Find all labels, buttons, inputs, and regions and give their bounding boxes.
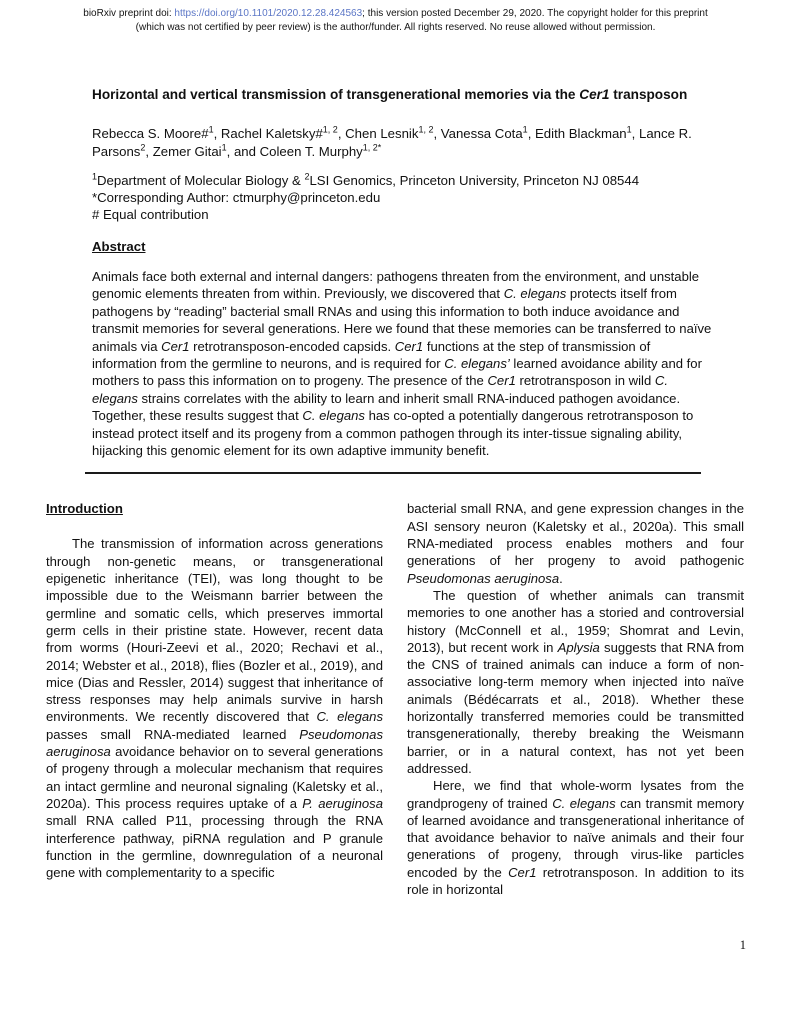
front-matter <box>92 86 712 459</box>
introduction-heading: Introduction <box>46 501 123 517</box>
preprint-notice-line1 <box>0 7 791 21</box>
preprint-notice <box>0 0 791 34</box>
right-column <box>407 500 744 898</box>
preprint-notice-pre: bioRxiv preprint doi: <box>83 8 175 19</box>
doi-link[interactable]: https://doi.org/10.1101/2020.12.28.424563 <box>174 8 363 19</box>
preprint-notice-line2: (which was not certified by peer review) is the author/funder. All rights reserved. No reuse allowed without permission. <box>135 21 656 33</box>
preprint-notice-post: ; this version posted December 29, 2020. The copyright holder for this preprint <box>362 8 708 19</box>
intro-paragraph-right-2: The question of whether animals can transmit memories to one another has a storied and controversial history (McConnell et al., 1959; Shomrat and Levin, 2013), but recent work in Aplysia suggests that RNA from the CNS of trained animals can induce a form of non-associative long-term memory when injected into naïve animals (Bédécarrats et al., 2018). Whether these horizontally transferred memories could be transmitted transgenerationally, thereby breaking the Weismann barrier, or in a natural context, has not yet been addressed. <box>407 587 744 776</box>
affiliation: $^1$Department of Molecular Biology & $^2$LSI Genomics, Princeton University, Princeton NJ 08544 <box>92 171 640 188</box>
author-list: Rebecca S. Moore#$^1$, Rachel Kaletsky#$^{1, 2}$, Chen Lesnik$^{1, 2}$, Vanessa Cota$^1$, Edith Blackman$^1$, Lance R. Parsons$^2$, Zemer Gitai$^1$, and Coleen T. Murphy$^{1, 2*}$ <box>92 124 692 159</box>
paper-title: Horizontal and vertical transmission of transgenerational memories via the Cer1 transposon <box>92 87 688 102</box>
corresponding-author: *Corresponding Author: ctmurphy@princeton.edu <box>92 190 381 205</box>
intro-paragraph-right-1: bacterial small RNA, and gene expression changes in the ASI sensory neuron (Kaletsky et al., 2020a). This small RNA-mediated process enables mothers and four generations of her progeny to avoid pathogenic Pseudomonas aeruginosa. <box>407 501 744 586</box>
section-divider <box>85 472 701 474</box>
intro-paragraph-left: The transmission of information across generations through non-genetic means, or transgenerational epigenetic inheritance (TEI), was long thought to be impossible due to the Weismann barrier between the germline and somatic cells, which preserves immortal germ cells in their pristine state. However, recent data from worms (Houri-Zeevi et al., 2020; Rechavi et al., 2014; Webster et al., 2018), flies (Bozler et al., 2019), and mice (Dias and Ressler, 2014) suggest that inheritance of stress responses may help animals survive in harsh environments. We recently discovered that C. elegans passes small RNA-mediated learned Pseudomonas aeruginosa avoidance behavior on to several generations of progeny through a molecular mechanism that requires an intact germline and neuronal signaling (Kaletsky et al., 2020a). This process requires uptake of a P. aeruginosa small RNA called P11, processing through the RNA interference pathway, piRNA regulation and P granule function in the germline, downregulation of a neuronal gene with complementarity to a specific <box>46 536 383 881</box>
affiliation-block <box>92 172 712 223</box>
intro-paragraph-right-3: Here, we find that whole-worm lysates from the grandprogeny of trained C. elegans can transmit memory of learned avoidance and transgenerational inheritance of that avoidance behavior to naïve animals and their four generations of progeny, through virus-like particles encoded by the Cer1 retrotransposon. In addition to its role in horizontal <box>407 778 744 897</box>
equal-contribution-note: # Equal contribution <box>92 207 209 222</box>
left-column <box>46 500 383 898</box>
page-number: 1 <box>739 938 746 952</box>
abstract-heading: Abstract <box>92 239 146 254</box>
abstract-text: Animals face both external and internal dangers: pathogens threaten from the environment, and unstable genomic elements threaten from within. Previously, we discovered that C. elegans protects itself from pathogens by “reading” bacterial small RNAs and using this information to both induce avoidance and transmit memories for several generations. Here we found that these memories can be transferred to naïve animals via Cer1 retrotransposon-encoded capsids. Cer1 functions at the step of transmission of information from the germline to neurons, and is required for C. elegans’ learned avoidance ability and for mothers to pass this information on to progeny. The presence of the Cer1 retrotransposon in wild C. elegans strains correlates with the ability to learn and inherit small RNA-induced pathogen avoidance. Together, these results suggest that C. elegans has co-opted a potentially dangerous retrotransposon to instead protect itself and its progeny from a common pathogen through its inter-tissue signaling ability, hijacking this genomic element for its own adaptive immunity benefit. <box>92 269 712 459</box>
body-columns <box>46 500 744 898</box>
